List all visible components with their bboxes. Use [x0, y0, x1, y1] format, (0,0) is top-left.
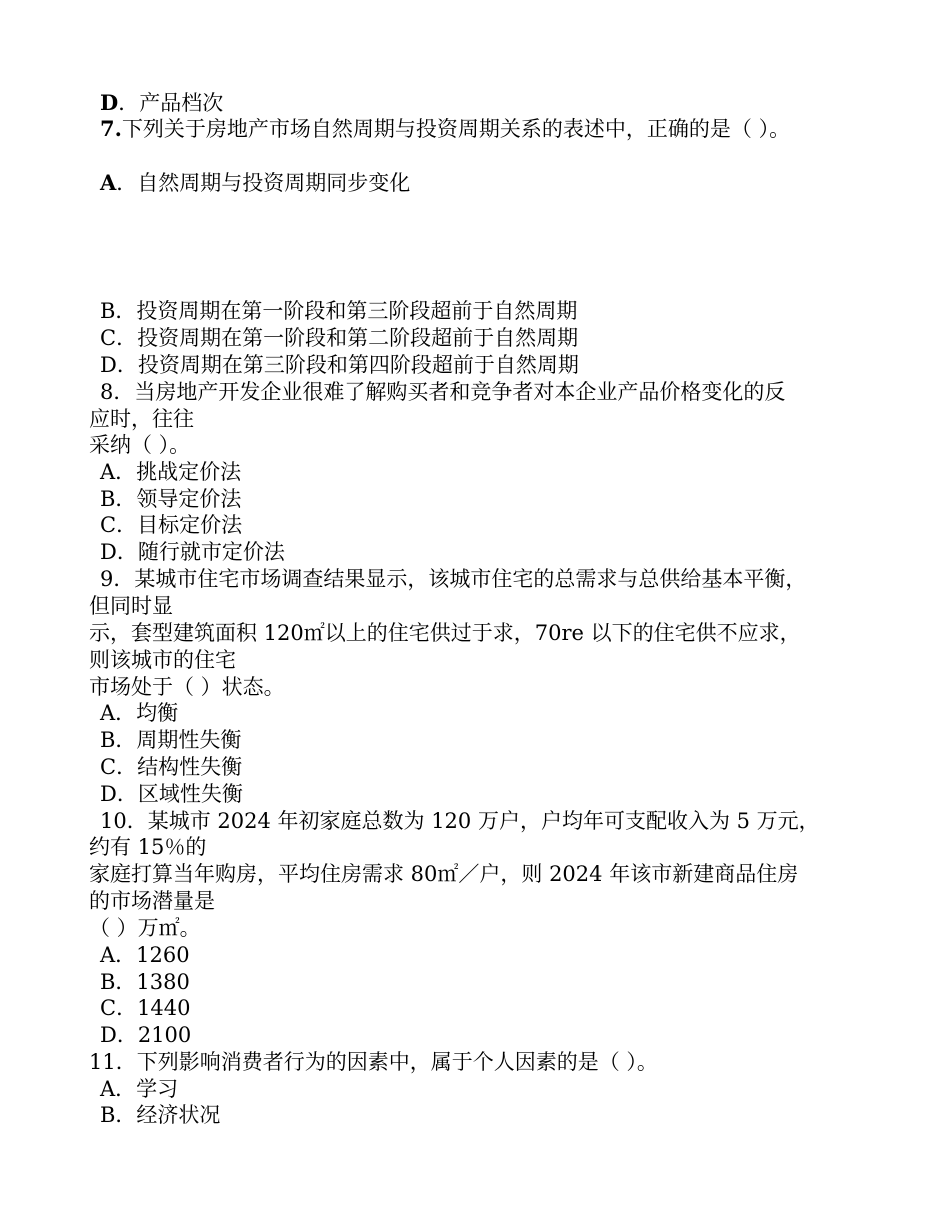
- option-7d: D．投资周期在第三阶段和第四阶段超前于自然周期: [100, 353, 579, 377]
- question-8-line-1: 8．当房地产开发企业很难了解购买者和竞争者对本企业产品价格变化的反: [100, 380, 786, 404]
- question-9-line-5: 市场处于（ ）状态。: [89, 675, 285, 699]
- option-8d: D．随行就市定价法: [100, 540, 285, 564]
- question-10-line-3: 家庭打算当年购房，平均住房需求 80㎡／户，则 2024 年该市新建商品住房: [89, 862, 799, 886]
- option-8a: A．挑战定价法: [100, 460, 242, 484]
- question-10-line-5: （ ）万㎡。: [89, 916, 201, 940]
- option-9c: C．结构性失衡: [100, 755, 243, 779]
- option-7b: B．投资周期在第一阶段和第三阶段超前于自然周期: [100, 299, 578, 323]
- option-9d: D．区域性失衡: [100, 782, 243, 806]
- question-7: 7.下列关于房地产市场自然周期与投资周期关系的表述中，正确的是（ ）。: [100, 116, 791, 141]
- option-9a: A．均衡: [100, 701, 179, 725]
- option-8c: C．目标定价法: [100, 513, 243, 537]
- question-9-line-4: 则该城市的住宅: [89, 648, 236, 672]
- option-11a: A．学习: [100, 1077, 179, 1101]
- question-10-line-1: 10．某城市 2024 年初家庭总数为 120 万户，户均年可支配收入为 5 万元，: [100, 809, 820, 833]
- option-10d: D．2100: [100, 1023, 192, 1047]
- option-10a: A．1260: [100, 943, 190, 967]
- option-10c: C．1440: [100, 996, 191, 1020]
- option-9b: B．周期性失衡: [100, 728, 242, 752]
- question-11: 11．下列影响消费者行为的因素中，属于个人因素的是（ ）。: [89, 1050, 658, 1074]
- option-8b: B．领导定价法: [100, 487, 242, 511]
- question-9-line-2: 但同时显: [89, 594, 173, 618]
- question-10-line-2: 约有 15％的: [89, 835, 207, 859]
- question-8-line-3: 采纳（ ）。: [89, 433, 191, 457]
- option-6d: D．产品档次: [100, 90, 224, 115]
- question-10-line-4: 的市场潜量是: [89, 889, 215, 913]
- question-8-line-2: 应时，往往: [89, 407, 194, 431]
- option-7c: C．投资周期在第一阶段和第二阶段超前于自然周期: [100, 326, 579, 350]
- option-11b: B．经济状况: [100, 1103, 221, 1127]
- question-9-line-1: 9．某城市住宅市场调查结果显示，该城市住宅的总需求与总供给基本平衡，: [100, 567, 807, 591]
- option-10b: B．1380: [100, 970, 190, 994]
- option-7a: A．自然周期与投资周期同步变化: [100, 170, 411, 195]
- question-9-line-3: 示，套型建筑面积 120㎡以上的住宅供过于求，70re 以下的住宅供不应求，: [89, 621, 801, 645]
